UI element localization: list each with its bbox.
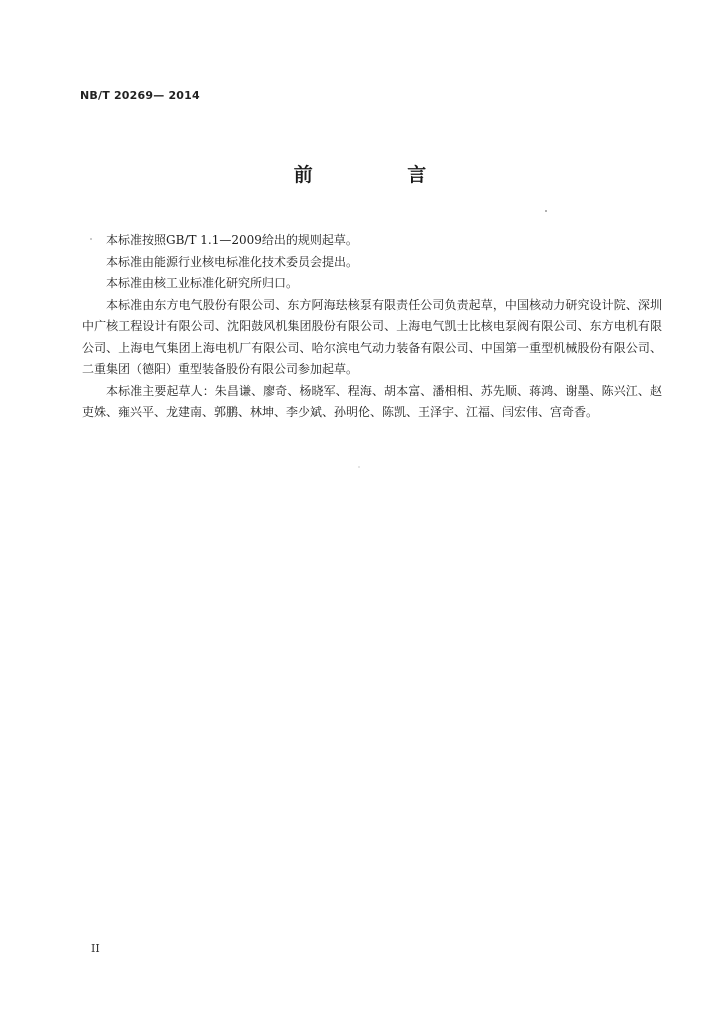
paragraph-main-drafters: 本标准主要起草人：朱昌谦、廖奇、杨晓军、程海、胡本富、潘相相、苏先顺、蒋鸿、谢墨、陈兴江、赵吏姝、雍兴平、龙建南、郭鹏、林坤、李少斌、孙明伦、陈凯、王泽宇、江福、闫宏伟、宫奇香。: [82, 383, 662, 419]
page-number: II: [91, 942, 100, 955]
paragraph-drafting-organizations: 本标准由东方电气股份有限公司、东方阿海珐核泵有限责任公司负责起草，中国核动力研究设计院、深圳中广核工程设计有限公司、沈阳鼓风机集团股份有限公司、上海电气凯士比核电泵阀有限公司、东方电机有限公司、上海电气集团上海电机厂有限公司、哈尔滨电气动力装备有限公司、中国第一重型机械股份有限公司、二重集团（德阳）重型装备股份有限公司参加起草。: [82, 297, 662, 376]
foreword-body: [82, 230, 662, 424]
page-title: 前 言: [293, 164, 471, 186]
standard-code: NB/T 20269— 2014: [80, 89, 200, 102]
paragraph-drafting-rules: 本标准按照GB/T 1.1—2009给出的规则起草。: [106, 233, 358, 247]
scan-speck: [90, 238, 92, 240]
scan-speck: [358, 466, 360, 468]
scan-speck: [545, 210, 547, 212]
paragraph-proposed-by: 本标准由能源行业核电标准化技术委员会提出。: [106, 254, 359, 269]
paragraph-under-jurisdiction: 本标准由核工业标准化研究所归口。: [106, 276, 299, 290]
